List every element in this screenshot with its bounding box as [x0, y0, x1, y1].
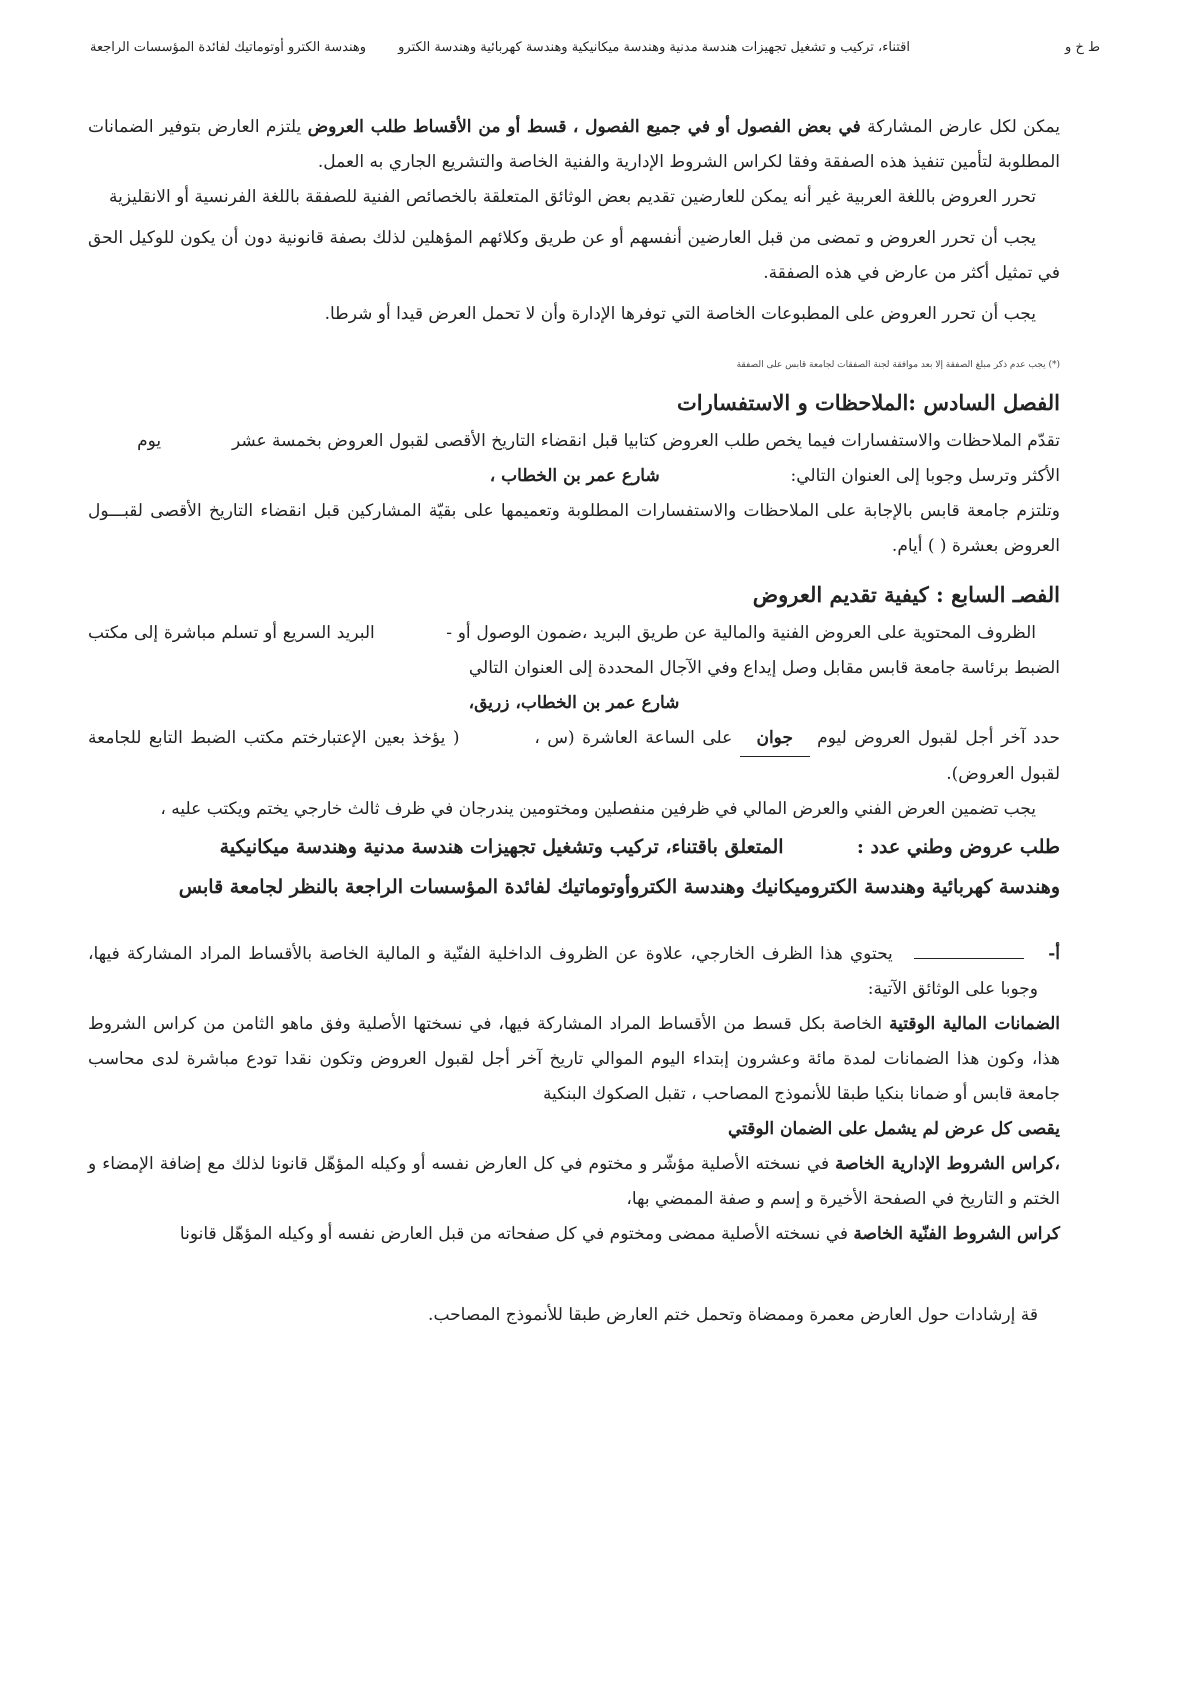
paragraph-language: تحرر العروض باللغة العربية غير أنه يمكن للعارضين تقديم بعض الوثائق المتعلقة بالخصائص الفنية للصفقة باللغة الفرنسية أو الانقليزية [108, 187, 1036, 207]
list-item-a [88, 937, 1060, 1007]
header-middle: اقتناء، تركيب و تشغيل تجهيزات هندسة مدنية وهندسة ميكانيكية وهندسة كهربائية وهندسة الكترو [398, 40, 910, 55]
section-6-title: الفصل السادس :الملاحظات و الاستفسارات [677, 390, 1060, 415]
blank-line [914, 958, 1024, 959]
section-6-paragraph-1: تقدّم الملاحظات والاستفسارات فيما يخص طلب العروض كتابيا قبل انقضاء التاريخ الأقصى لقبول العروض بخمسة عشر يوم [137, 431, 1060, 451]
deadline-month: جوان [740, 721, 810, 757]
item-exclusion: يقصى كل عرض لم يشمل على الضمان الوقتي [728, 1119, 1060, 1139]
list-marker: أ- [1048, 944, 1060, 964]
last-line: قة إرشادات حول العارض معمرة وممضاة وتحمل ختم العارض طبقا للأنموذج المصاحب. [428, 1305, 1038, 1325]
footnote: (*) يجب عدم ذكر مبلغ الصفقة إلا بعد موافقة لجنة الصفقات لجامعة قابس على الصفقة [736, 360, 1060, 370]
item-intro: يحتوي هذا الظرف الخارجي، علاوة عن الظروف الداخلية الفنّية و المالية الخاصة بالأقساط المراد المشاركة فيها، وجوبا على الوثائق الآتية: [88, 944, 1038, 999]
section-7-title: الفصـ السابع : كيفية تقديم العروض [752, 582, 1060, 607]
header-right: ط خ و [1065, 40, 1100, 55]
section-7-paragraph-1: الظروف المحتوية على العروض الفنية والمالية عن طريق البريد ،ضمون الوصول أو - البريد السريع أو تسلم مباشرة إلى مكتب الضبط برئاسة جامعة قابس مقابل وصل إيداع وفي الآجال المحددة إلى العنوان التالي [88, 623, 1060, 678]
section-6-paragraph-2: الأكثر وترسل وجوبا إلى العنوان التالي: شارع عمر بن الخطاب ، [489, 466, 1060, 486]
paragraph-signature: يجب أن تحرر العروض و تمضى من قبل العارضين أنفسهم أو عن طريق وكلائهم المؤهلين لذلك بصفة قانونية دون أن يكون للوكيل الحق في تمثيل أكثر من عارض في هذه الصفقة. [88, 228, 1060, 283]
section-7-envelopes: يجب تضمين العرض الفني والعرض المالي في ظرفين منفصلين ومختومين يندرجان في ظرف ثالث خارجي يختم ويكتب عليه ، [160, 799, 1036, 819]
paragraph-participation: يمكن لكل عارض المشاركة في بعض الفصول أو في جميع الفصول ، قسط أو من الأقساط طلب العروض يلتزم العارض بتوفير الضمانات المطلوبة لتأمين تنفيذ هذه الصفقة وفقا لكراس الشروط الإدارية والفنية الخاصة والتشريع الجاري به العمل. [88, 117, 1061, 172]
section-7-deadline: حدد آخر أجل لقبول العروض ليوم جوان على الساعة العاشرة (س ، ( يؤخذ بعين الإعتبارختم مكتب الضبط التابع للجامعة لقبول العروض). [88, 721, 1060, 792]
paragraph-forms: يجب أن تحرر العروض على المطبوعات الخاصة التي توفرها الإدارة وأن لا تحمل العرض قيدا أو شرطا. [324, 304, 1036, 324]
document-body [88, 110, 1060, 1333]
envelope-label-2: وهندسة كهربائية وهندسة الكتروميكانيك وهندسة الكتروأوتوماتيك لفائدة المؤسسات الراجعة بالنظر لجامعة قابس [178, 876, 1060, 898]
page-header [90, 40, 1100, 64]
section-6-paragraph-3: وتلتزم جامعة قابس بالإجابة على الملاحظات والاستفسارات المطلوبة وتعميمها على بقيّة المشاركين قبل انقضاء التاريخ الأقصى لقبـــول العروض بعشرة ( ) أيام. [88, 501, 1060, 556]
item-tech-spec: كراس الشروط الفنّية الخاصة في نسخته الأصلية ممضى ومختوم في كل صفحاته من قبل العارض نفسه أو وكيله المؤهّل قانونا [179, 1224, 1060, 1244]
section-7-address: شارع عمر بن الخطاب، زريق، [468, 693, 680, 713]
item-guarantee: الضمانات المالية الوقتية الخاصة بكل قسط من الأقساط المراد المشاركة فيها، في نسختها الأصلية وفق ماهو الثامن من كراس الشروط هذا، وكون هذا الضمانات لمدة مائة وعشرون إبتداء اليوم الموالي تاريخ آخر أجل لقبول العروض وتكون نقدا تودع مباشرة لدى محاسب جامعة قابس أو ضمانا بنكيا طبقا للأنموذج المصاحب ، تقبل الصكوك البنكية [88, 1014, 1061, 1104]
header-left: وهندسة الكترو أوتوماتيك لفائدة المؤسسات الراجعة [90, 40, 367, 55]
item-admin-spec: ،كراس الشروط الإدارية الخاصة في نسخته الأصلية مؤشّر و مختوم في كل العارض نفسه أو وكيله المؤهّل قانونا لذلك مع إضافة الإمضاء و الختم و التاريخ في الصفحة الأخيرة و إسم و صفة الممضي بها، [88, 1154, 1061, 1209]
envelope-label-1: طلب عروض وطني عدد : المتعلق باقتناء، تركيب وتشغيل تجهيزات هندسة مدنية وهندسة ميكانيكية [219, 836, 1060, 858]
